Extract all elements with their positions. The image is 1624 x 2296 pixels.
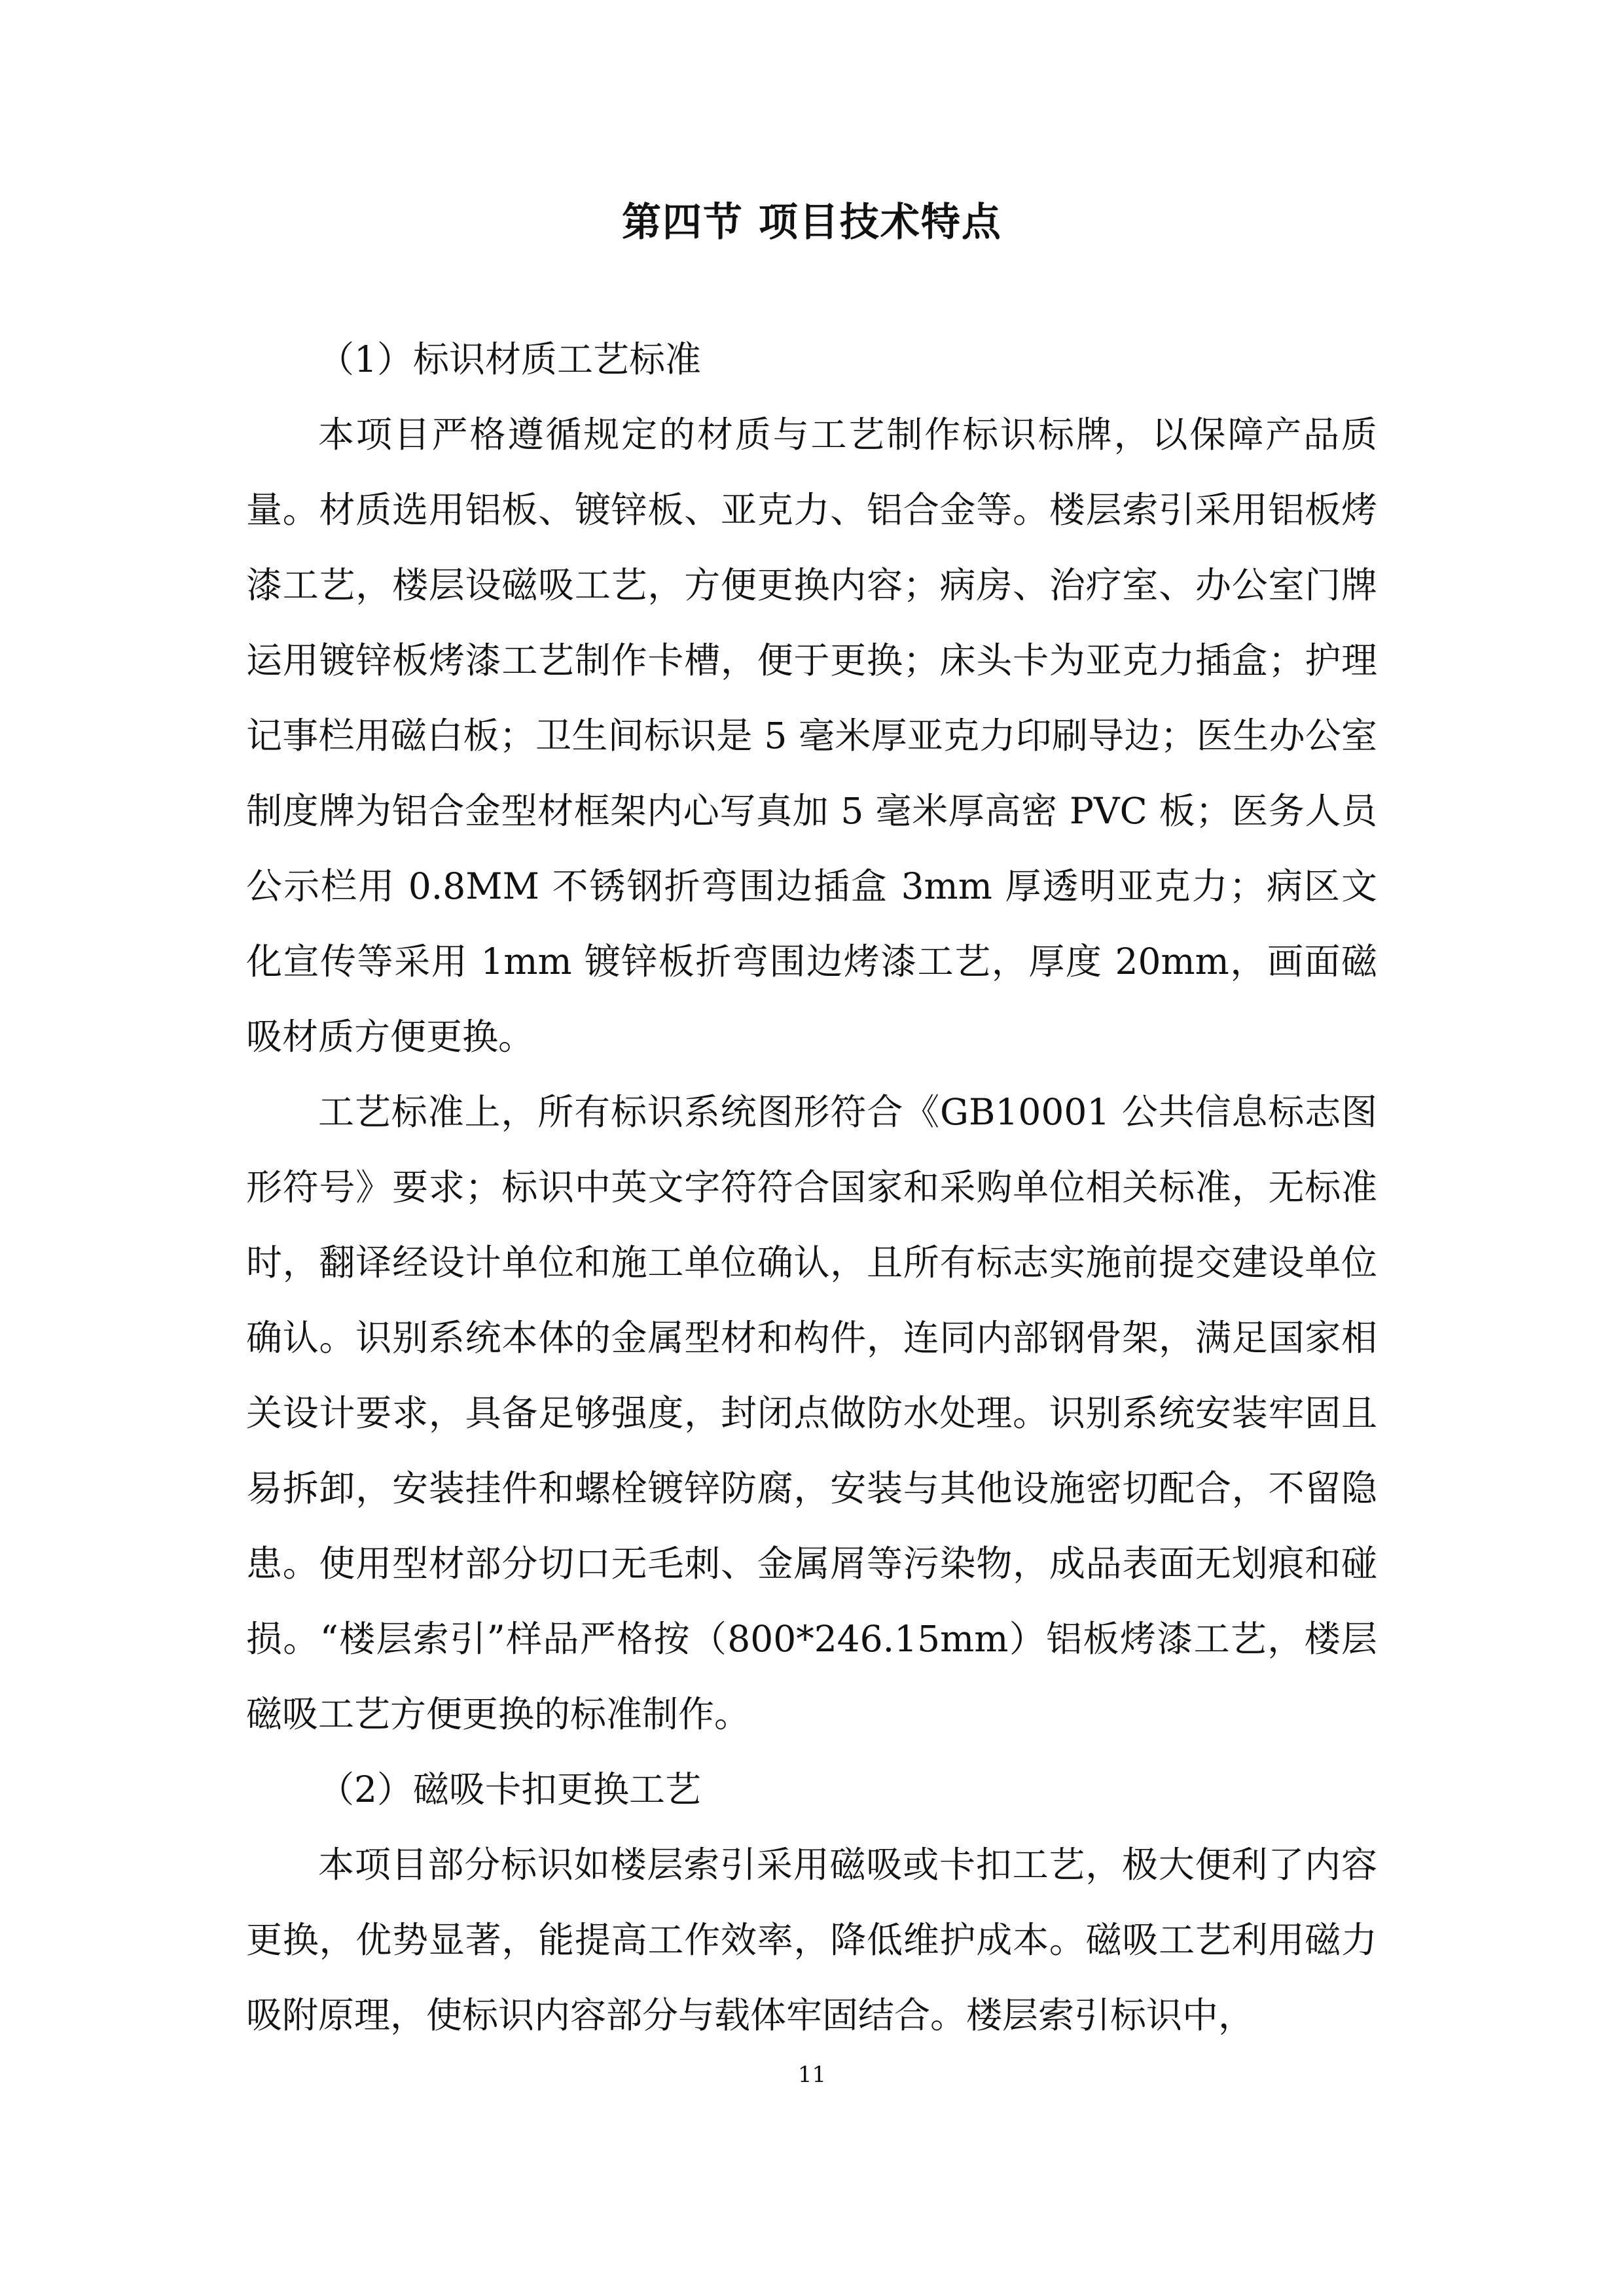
body-text xyxy=(246,322,1377,2053)
subheading-material-standard: （1）标识材质工艺标准 xyxy=(318,338,701,380)
section-title: 第四节 项目技术特点 xyxy=(622,200,1002,245)
subheading-magnetic-clip: （2）磁吸卡扣更换工艺 xyxy=(318,1768,701,1810)
paragraph-magnetic-clip: 本项目部分标识如楼层索引采用磁吸或卡扣工艺，极大便利了内容更换，优势显著，能提高工作效率，降低维护成本。磁吸工艺利用磁力吸附原理，使标识内容部分与载体牢固结合。楼层索引标识中， xyxy=(246,1844,1377,2036)
paragraph-materials: 本项目严格遵循规定的材质与工艺制作标识标牌，以保障产品质量。材质选用铝板、镀锌板、亚克力、铝合金等。楼层索引采用铝板烤漆工艺，楼层设磁吸工艺，方便更换内容；病房、治疗室、办公室门牌运用镀锌板烤漆工艺制作卡槽，便于更换；床头卡为亚克力插盒；护理记事栏用磁白板；卫生间标识是 5 毫米厚亚克力印刷导边；医生办公室制度牌为铝合金型材框架内心写真加 5 毫米厚高密 PVC 板；医务人员公示栏用 0.8MM 不锈钢折弯围边插盒 3mm 厚透明亚克力；病区文化宣传等采用 1mm 镀锌板折弯围边烤漆工艺，厚度 20mm，画面磁吸材质方便更换。 xyxy=(246,414,1377,1058)
page-number: 11 xyxy=(797,2062,827,2088)
paragraph-process-standard: 工艺标准上，所有标识系统图形符合《GB10001 公共信息标志图形符号》要求；标识中英文字符符合国家和采购单位相关标准，无标准时，翻译经设计单位和施工单位确认，且所有标志实施前提交建设单位确认。识别系统本体的金属型材和构件，连同内部钢骨架，满足国家相关设计要求，具备足够强度，封闭点做防水处理。识别系统安装牢固且易拆卸，安装挂件和螺栓镀锌防腐，安装与其他设施密切配合，不留隐患。使用型材部分切口无毛刺、金属屑等污染物，成品表面无划痕和碰损。“楼层索引”样品严格按（800*246.15mm）铝板烤漆工艺，楼层磁吸工艺方便更换的标准制作。 xyxy=(246,1091,1377,1735)
